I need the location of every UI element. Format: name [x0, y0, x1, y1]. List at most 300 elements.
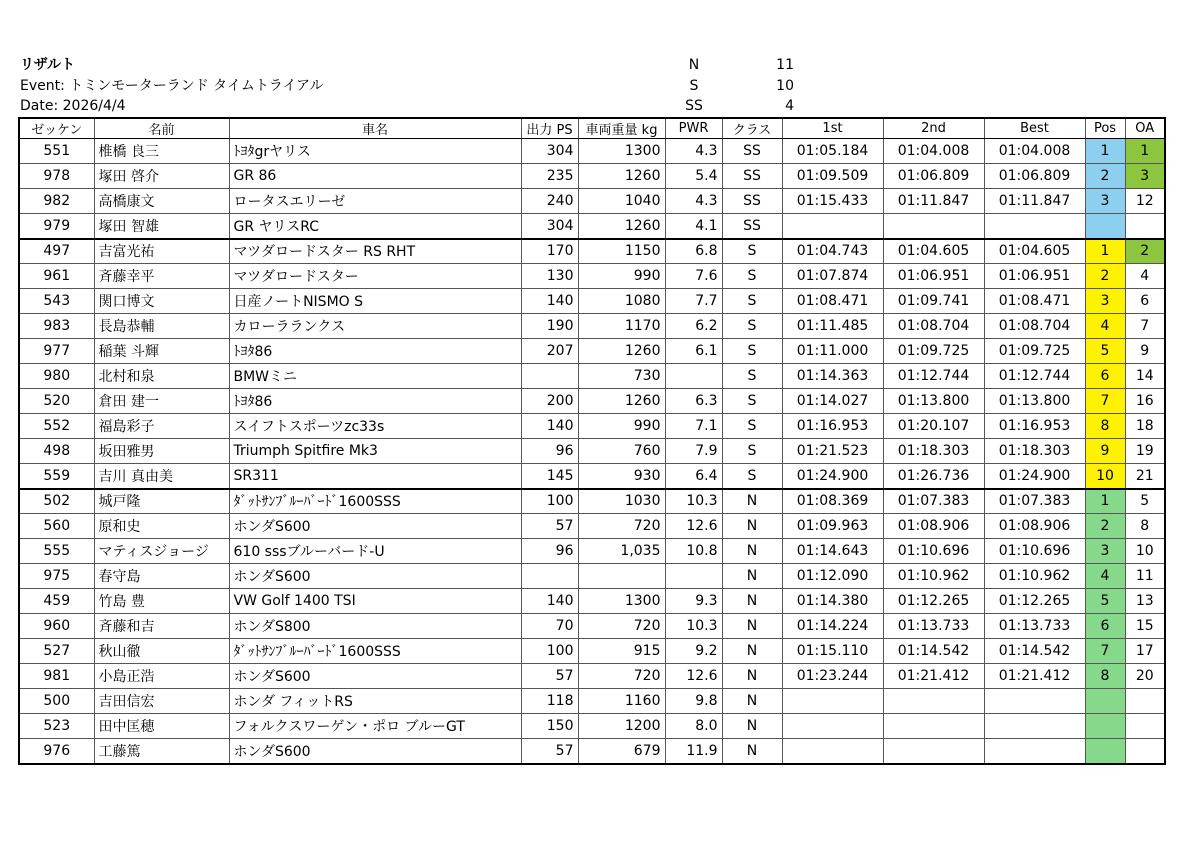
class-position: 5 [1085, 589, 1125, 614]
power-ps: 70 [521, 614, 578, 639]
overall-position: 9 [1125, 339, 1165, 364]
bib-number: 978 [19, 164, 94, 189]
weight-kg: 1300 [578, 589, 665, 614]
table-row [19, 614, 1165, 639]
driver-name: 関口博文 [94, 289, 229, 314]
count-class: N [688, 57, 700, 73]
best-time: 01:04.605 [984, 239, 1085, 264]
table-row [19, 639, 1165, 664]
power-weight-ratio: 9.8 [665, 689, 722, 714]
power-ps: 96 [521, 539, 578, 564]
run-1-time: 01:12.090 [782, 564, 883, 589]
car-name: ﾄﾖﾀ86 [229, 389, 521, 414]
run-2-time: 01:04.008 [883, 139, 984, 164]
driver-name: マティスジョージ [94, 539, 229, 564]
bib-number: 552 [19, 414, 94, 439]
car-name: BMWミニ [229, 364, 521, 389]
class-position: 2 [1085, 164, 1125, 189]
driver-name: 春守島 [94, 564, 229, 589]
run-1-time [782, 739, 883, 764]
run-1-time: 01:16.953 [782, 414, 883, 439]
col-header: 車名 [229, 118, 521, 139]
best-time: 01:11.847 [984, 189, 1085, 214]
class: N [722, 564, 782, 589]
overall-position: 16 [1125, 389, 1165, 414]
best-time: 01:08.906 [984, 514, 1085, 539]
power-ps: 150 [521, 714, 578, 739]
event-name: Event: トミンモーターランド タイムトライアル [20, 78, 324, 94]
weight-kg: 1300 [578, 139, 665, 164]
overall-position: 11 [1125, 564, 1165, 589]
run-1-time: 01:14.363 [782, 364, 883, 389]
run-2-time [883, 739, 984, 764]
class: N [722, 664, 782, 689]
table-row [19, 189, 1165, 214]
car-name: 日産ノートNISMO S [229, 289, 521, 314]
overall-position: 20 [1125, 664, 1165, 689]
driver-name: 竹島 豊 [94, 589, 229, 614]
class-position [1085, 214, 1125, 239]
class: SS [722, 139, 782, 164]
col-header: Best [984, 118, 1085, 139]
run-2-time: 01:08.906 [883, 514, 984, 539]
col-header: Pos [1085, 118, 1125, 139]
driver-name: 北村和泉 [94, 364, 229, 389]
table-row [19, 539, 1165, 564]
bib-number: 459 [19, 589, 94, 614]
power-weight-ratio: 12.6 [665, 664, 722, 689]
best-time: 01:04.008 [984, 139, 1085, 164]
overall-position: 21 [1125, 464, 1165, 489]
col-header: 1st [782, 118, 883, 139]
weight-kg: 1260 [578, 389, 665, 414]
class-position: 4 [1085, 564, 1125, 589]
table-row [19, 564, 1165, 589]
best-time [984, 739, 1085, 764]
car-name: ホンダS800 [229, 614, 521, 639]
weight-kg: 1260 [578, 339, 665, 364]
run-1-time: 01:23.244 [782, 664, 883, 689]
class-position: 3 [1085, 189, 1125, 214]
overall-position: 12 [1125, 189, 1165, 214]
weight-kg: 915 [578, 639, 665, 664]
overall-position [1125, 714, 1165, 739]
bib-number: 961 [19, 264, 94, 289]
power-ps [521, 564, 578, 589]
col-header: 名前 [94, 118, 229, 139]
run-2-time: 01:10.962 [883, 564, 984, 589]
bib-number: 498 [19, 439, 94, 464]
driver-name: 吉田信宏 [94, 689, 229, 714]
count-value: 10 [776, 78, 794, 94]
power-weight-ratio: 6.4 [665, 464, 722, 489]
car-name: ﾄﾖﾀ86 [229, 339, 521, 364]
weight-kg: 1080 [578, 289, 665, 314]
table-row [19, 664, 1165, 689]
class: S [722, 264, 782, 289]
run-1-time: 01:15.433 [782, 189, 883, 214]
car-name: ホンダ フィットRS [229, 689, 521, 714]
weight-kg: 990 [578, 414, 665, 439]
table-row [19, 589, 1165, 614]
class: N [722, 514, 782, 539]
weight-kg: 760 [578, 439, 665, 464]
table-row [19, 214, 1165, 239]
class: N [722, 714, 782, 739]
weight-kg: 730 [578, 364, 665, 389]
power-ps [521, 364, 578, 389]
overall-position: 2 [1125, 239, 1165, 264]
weight-kg: 930 [578, 464, 665, 489]
run-1-time: 01:24.900 [782, 464, 883, 489]
run-2-time [883, 714, 984, 739]
class-position: 7 [1085, 639, 1125, 664]
best-time: 01:13.800 [984, 389, 1085, 414]
table-row [19, 414, 1165, 439]
run-2-time: 01:21.412 [883, 664, 984, 689]
run-2-time: 01:09.741 [883, 289, 984, 314]
table-row [19, 364, 1165, 389]
bib-number: 975 [19, 564, 94, 589]
class: N [722, 614, 782, 639]
best-time: 01:12.265 [984, 589, 1085, 614]
results-table [18, 117, 1166, 765]
table-row [19, 239, 1165, 264]
power-ps: 100 [521, 489, 578, 514]
overall-position [1125, 739, 1165, 764]
best-time: 01:10.962 [984, 564, 1085, 589]
header-row [19, 118, 1165, 139]
power-ps: 240 [521, 189, 578, 214]
class: S [722, 389, 782, 414]
driver-name: 斉藤和吉 [94, 614, 229, 639]
bib-number: 520 [19, 389, 94, 414]
class: S [722, 289, 782, 314]
power-weight-ratio: 5.4 [665, 164, 722, 189]
run-2-time: 01:10.696 [883, 539, 984, 564]
overall-position: 1 [1125, 139, 1165, 164]
run-2-time: 01:09.725 [883, 339, 984, 364]
weight-kg: 990 [578, 264, 665, 289]
driver-name: 原和史 [94, 514, 229, 539]
power-ps: 304 [521, 139, 578, 164]
driver-name: 城戸隆 [94, 489, 229, 514]
weight-kg: 720 [578, 664, 665, 689]
run-1-time: 01:11.000 [782, 339, 883, 364]
class: N [722, 589, 782, 614]
col-header: OA [1125, 118, 1165, 139]
power-weight-ratio: 6.2 [665, 314, 722, 339]
run-2-time: 01:07.383 [883, 489, 984, 514]
col-header: クラス [722, 118, 782, 139]
car-name: ロータスエリーゼ [229, 189, 521, 214]
class: S [722, 314, 782, 339]
run-2-time: 01:11.847 [883, 189, 984, 214]
power-ps: 140 [521, 289, 578, 314]
table-row [19, 739, 1165, 764]
table-row [19, 689, 1165, 714]
bib-number: 502 [19, 489, 94, 514]
run-2-time: 01:14.542 [883, 639, 984, 664]
class-position [1085, 739, 1125, 764]
car-name: カローラランクス [229, 314, 521, 339]
run-1-time: 01:21.523 [782, 439, 883, 464]
best-time: 01:10.696 [984, 539, 1085, 564]
car-name: フォルクスワーゲン・ポロ ブルーGT [229, 714, 521, 739]
power-weight-ratio: 12.6 [665, 514, 722, 539]
weight-kg: 679 [578, 739, 665, 764]
run-1-time [782, 689, 883, 714]
best-time: 01:08.471 [984, 289, 1085, 314]
run-2-time: 01:12.265 [883, 589, 984, 614]
overall-position: 3 [1125, 164, 1165, 189]
run-2-time: 01:20.107 [883, 414, 984, 439]
power-weight-ratio: 4.3 [665, 189, 722, 214]
weight-kg: 1040 [578, 189, 665, 214]
car-name: ホンダS600 [229, 664, 521, 689]
bib-number: 500 [19, 689, 94, 714]
table-row [19, 139, 1165, 164]
power-ps: 57 [521, 664, 578, 689]
power-ps: 304 [521, 214, 578, 239]
weight-kg: 1200 [578, 714, 665, 739]
run-1-time: 01:14.224 [782, 614, 883, 639]
class-position: 3 [1085, 289, 1125, 314]
run-1-time [782, 714, 883, 739]
car-name: マツダロードスター [229, 264, 521, 289]
driver-name: 坂田雅男 [94, 439, 229, 464]
col-header: ゼッケン [19, 118, 94, 139]
class-position: 9 [1085, 439, 1125, 464]
class: SS [722, 164, 782, 189]
table-row [19, 264, 1165, 289]
power-ps: 207 [521, 339, 578, 364]
table-row [19, 489, 1165, 514]
driver-name: 福島彩子 [94, 414, 229, 439]
car-name: VW Golf 1400 TSI [229, 589, 521, 614]
car-name: スイフトスポーツzc33s [229, 414, 521, 439]
table-row [19, 314, 1165, 339]
weight-kg [578, 564, 665, 589]
best-time: 01:13.733 [984, 614, 1085, 639]
run-2-time [883, 214, 984, 239]
car-name: ﾀﾞｯﾄｻﾝﾌﾞﾙｰﾊﾞｰﾄﾞ1600SSS [229, 489, 521, 514]
bib-number: 982 [19, 189, 94, 214]
car-name: GR 86 [229, 164, 521, 189]
overall-position: 19 [1125, 439, 1165, 464]
bib-number: 497 [19, 239, 94, 264]
count-value: 11 [776, 57, 794, 73]
class: N [722, 689, 782, 714]
bib-number: 977 [19, 339, 94, 364]
overall-position: 5 [1125, 489, 1165, 514]
power-ps: 235 [521, 164, 578, 189]
class-position: 2 [1085, 514, 1125, 539]
driver-name: 吉川 真由美 [94, 464, 229, 489]
power-ps: 145 [521, 464, 578, 489]
class-position: 6 [1085, 364, 1125, 389]
bib-number: 543 [19, 289, 94, 314]
col-header: 2nd [883, 118, 984, 139]
weight-kg: 1260 [578, 164, 665, 189]
power-weight-ratio [665, 364, 722, 389]
driver-name: 工藤篤 [94, 739, 229, 764]
driver-name: 塚田 智雄 [94, 214, 229, 239]
run-2-time: 01:26.736 [883, 464, 984, 489]
run-2-time: 01:18.303 [883, 439, 984, 464]
table-row [19, 164, 1165, 189]
car-name: GR ヤリスRC [229, 214, 521, 239]
power-weight-ratio: 8.0 [665, 714, 722, 739]
overall-position: 7 [1125, 314, 1165, 339]
best-time [984, 689, 1085, 714]
weight-kg: 1,035 [578, 539, 665, 564]
power-weight-ratio: 7.6 [665, 264, 722, 289]
power-ps: 200 [521, 389, 578, 414]
count-class: S [689, 78, 699, 94]
bib-number: 960 [19, 614, 94, 639]
class-position: 10 [1085, 464, 1125, 489]
col-header: 出力 PS [521, 118, 578, 139]
class-position: 8 [1085, 664, 1125, 689]
class: SS [722, 189, 782, 214]
overall-position [1125, 689, 1165, 714]
run-2-time: 01:08.704 [883, 314, 984, 339]
class: S [722, 364, 782, 389]
driver-name: 長島恭輔 [94, 314, 229, 339]
run-2-time: 01:13.800 [883, 389, 984, 414]
overall-position: 14 [1125, 364, 1165, 389]
class-position: 1 [1085, 239, 1125, 264]
class: S [722, 239, 782, 264]
run-1-time: 01:04.743 [782, 239, 883, 264]
best-time: 01:06.951 [984, 264, 1085, 289]
driver-name: 斉藤幸平 [94, 264, 229, 289]
class: N [722, 539, 782, 564]
class-position [1085, 714, 1125, 739]
power-weight-ratio: 6.1 [665, 339, 722, 364]
power-ps: 100 [521, 639, 578, 664]
bib-number: 523 [19, 714, 94, 739]
bib-number: 559 [19, 464, 94, 489]
class-position: 4 [1085, 314, 1125, 339]
best-time: 01:06.809 [984, 164, 1085, 189]
run-2-time: 01:04.605 [883, 239, 984, 264]
weight-kg: 720 [578, 514, 665, 539]
car-name: SR311 [229, 464, 521, 489]
run-1-time: 01:14.643 [782, 539, 883, 564]
car-name: マツダロードスター RS RHT [229, 239, 521, 264]
table-row [19, 389, 1165, 414]
weight-kg: 1170 [578, 314, 665, 339]
bib-number: 976 [19, 739, 94, 764]
power-ps: 140 [521, 414, 578, 439]
power-weight-ratio: 10.3 [665, 489, 722, 514]
overall-position: 13 [1125, 589, 1165, 614]
power-weight-ratio: 9.3 [665, 589, 722, 614]
run-1-time: 01:15.110 [782, 639, 883, 664]
run-1-time: 01:08.471 [782, 289, 883, 314]
power-weight-ratio: 10.8 [665, 539, 722, 564]
class-position: 5 [1085, 339, 1125, 364]
driver-name: 小島正浩 [94, 664, 229, 689]
bib-number: 979 [19, 214, 94, 239]
run-2-time: 01:06.809 [883, 164, 984, 189]
class: S [722, 414, 782, 439]
table-row [19, 714, 1165, 739]
class: S [722, 439, 782, 464]
weight-kg: 1150 [578, 239, 665, 264]
overall-position: 15 [1125, 614, 1165, 639]
table-row [19, 514, 1165, 539]
overall-position: 10 [1125, 539, 1165, 564]
power-weight-ratio: 6.8 [665, 239, 722, 264]
weight-kg: 1030 [578, 489, 665, 514]
power-weight-ratio [665, 564, 722, 589]
driver-name: 倉田 建一 [94, 389, 229, 414]
power-ps: 140 [521, 589, 578, 614]
driver-name: 稲葉 斗輝 [94, 339, 229, 364]
run-1-time: 01:14.380 [782, 589, 883, 614]
class: N [722, 639, 782, 664]
event-date: Date: 2026/4/4 [20, 98, 126, 114]
overall-position: 18 [1125, 414, 1165, 439]
driver-name: 高橋康文 [94, 189, 229, 214]
car-name: Triumph Spitfire Mk3 [229, 439, 521, 464]
class: N [722, 489, 782, 514]
power-weight-ratio: 10.3 [665, 614, 722, 639]
run-1-time: 01:11.485 [782, 314, 883, 339]
sheet-title: リザルト [20, 57, 76, 73]
table-row [19, 339, 1165, 364]
overall-position: 8 [1125, 514, 1165, 539]
bib-number: 980 [19, 364, 94, 389]
power-weight-ratio: 7.9 [665, 439, 722, 464]
table-row [19, 464, 1165, 489]
best-time: 01:14.542 [984, 639, 1085, 664]
power-ps: 190 [521, 314, 578, 339]
best-time: 01:18.303 [984, 439, 1085, 464]
class: S [722, 339, 782, 364]
power-weight-ratio: 7.1 [665, 414, 722, 439]
count-value: 4 [785, 98, 794, 114]
bib-number: 551 [19, 139, 94, 164]
class-position: 8 [1085, 414, 1125, 439]
class-position [1085, 689, 1125, 714]
run-1-time: 01:14.027 [782, 389, 883, 414]
best-time: 01:07.383 [984, 489, 1085, 514]
overall-position [1125, 214, 1165, 239]
best-time [984, 214, 1085, 239]
class-position: 6 [1085, 614, 1125, 639]
class-position: 2 [1085, 264, 1125, 289]
run-2-time: 01:06.951 [883, 264, 984, 289]
run-1-time: 01:09.963 [782, 514, 883, 539]
class: SS [722, 214, 782, 239]
best-time: 01:08.704 [984, 314, 1085, 339]
driver-name: 田中匡穂 [94, 714, 229, 739]
run-1-time [782, 214, 883, 239]
bib-number: 555 [19, 539, 94, 564]
run-1-time: 01:07.874 [782, 264, 883, 289]
run-1-time: 01:08.369 [782, 489, 883, 514]
car-name: ﾄﾖﾀgrヤリス [229, 139, 521, 164]
best-time: 01:21.412 [984, 664, 1085, 689]
best-time: 01:24.900 [984, 464, 1085, 489]
class-position: 1 [1085, 489, 1125, 514]
driver-name: 吉富光祐 [94, 239, 229, 264]
bib-number: 983 [19, 314, 94, 339]
